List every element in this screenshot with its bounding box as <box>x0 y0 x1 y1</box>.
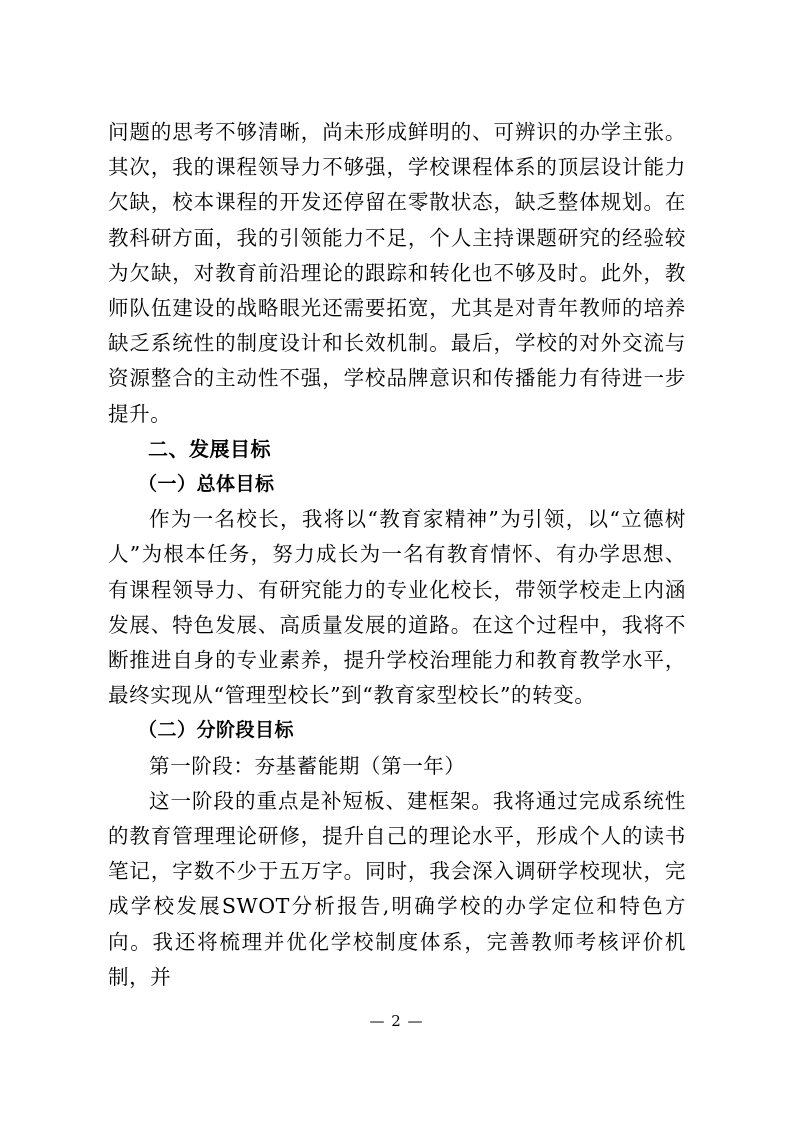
section-heading-development-goals: 二、发展目标 <box>148 436 271 461</box>
stage-one-title: 第一阶段：夯基蓄能期（第一年） <box>149 753 466 778</box>
document-body <box>108 115 686 995</box>
paragraph-stage-one: 这一阶段的重点是补短板、建框架。我将通过完成系统性的教育管理理论研修，提升自己的理论水平，形成个人的读书笔记，字数不少于五万字。同时，我会深入调研学校现状，完成学校发展SWOT分析报告,明确学校的办学定位和特色方向。我还将梳理并优化学校制度体系，完善教师考核评价机制，并 <box>108 788 686 989</box>
page-number: — 2 — <box>369 1012 424 1030</box>
subsection-heading-overall-goal: （一）总体目标 <box>138 473 275 496</box>
paragraph-weaknesses: 问题的思考不够清晰，尚未形成鲜明的、可辨识的办学主张。其次，我的课程领导力不够强，学校课程体系的顶层设计能力欠缺，校本课程的开发还停留在零散状态，缺乏整体规划。在教科研方面，我的引领能力不足，个人主持课题研究的经验较为欠缺，对教育前沿理论的跟踪和转化也不够及时。此外，教师队伍建设的战略眼光还需要拓宽，尤其是对青年教师的培养缺乏系统性的制度设计和长效机制。最后，学校的对外交流与资源整合的主动性不强，学校品牌意识和传播能力有待进一步提升。 <box>108 120 686 426</box>
subsection-heading-stage-goals: （二）分阶段目标 <box>138 719 295 742</box>
paragraph-overall-goal: 作为一名校长，我将以“教育家精神”为引领，以“立德树人”为根本任务，努力成长为一名有教育情怀、有办学思想、有课程领导力、有研究能力的专业化校长，带领学校走上内涵发展、特色发展、高质量发展的道路。在这个过程中，我将不断推进自身的专业素养，提升学校治理能力和教育教学水平，最终实现从“管理型校长”到“教育家型校长”的转变。 <box>108 507 686 708</box>
